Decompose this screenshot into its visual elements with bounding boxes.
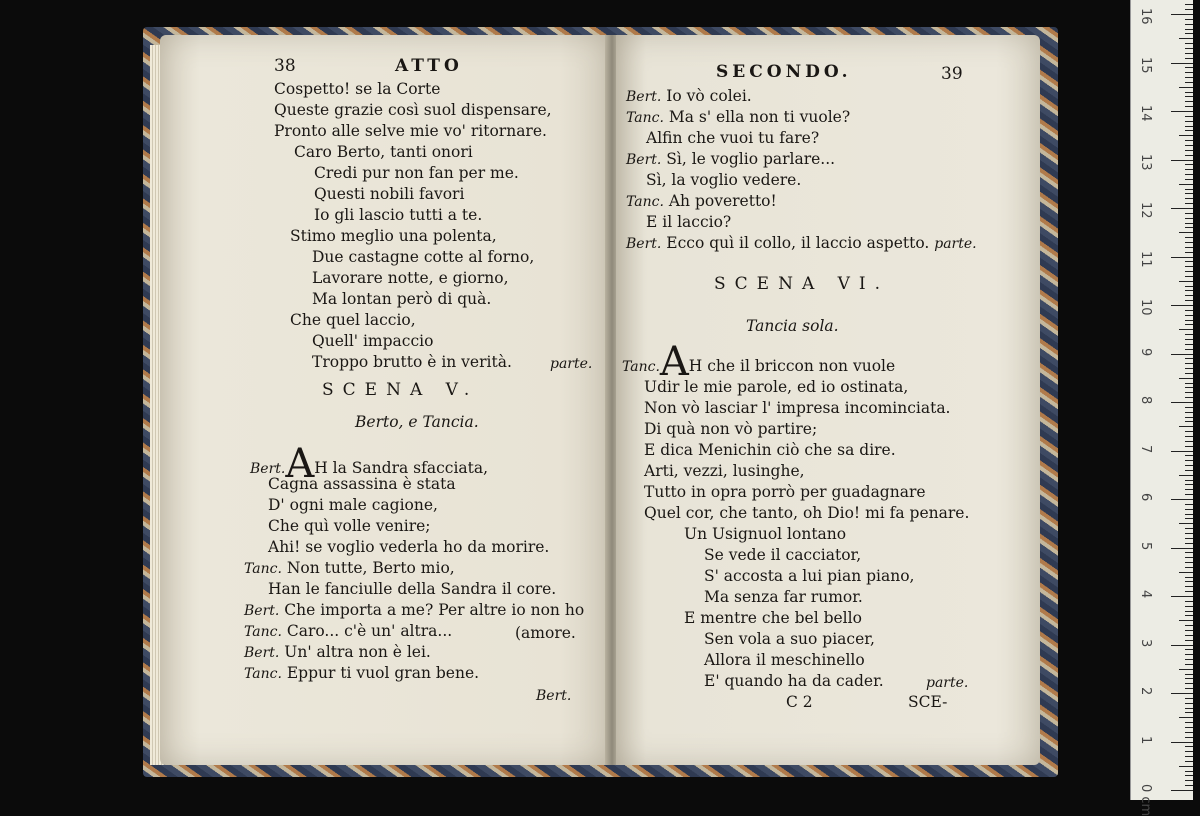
measuring-ruler	[1130, 0, 1193, 816]
ruler-label: 6	[1138, 493, 1153, 502]
ruler-tick	[1185, 349, 1193, 350]
ruler-tick	[1185, 412, 1193, 413]
ruler-tick	[1185, 509, 1193, 510]
ruler-tick	[1185, 252, 1193, 253]
line-text: Caro... c'è un' altra...	[286, 622, 453, 640]
verse-line: Questi nobili favori	[314, 185, 465, 203]
page-number-right: 39	[941, 64, 963, 84]
ruler-tick	[1179, 620, 1193, 621]
ruler-label: 16	[1138, 8, 1153, 25]
catchword: SCE-	[908, 693, 948, 711]
ruler-tick	[1185, 130, 1193, 131]
ruler-tick	[1185, 218, 1193, 219]
ruler-tick	[1185, 164, 1193, 165]
ruler-tick	[1185, 591, 1193, 592]
ruler-tick	[1185, 174, 1193, 175]
dialogue-line: Sì, la voglio vedere.	[646, 171, 802, 189]
ruler-tick	[1185, 397, 1193, 398]
ruler-tick	[1171, 693, 1193, 694]
dialogue-line: Ahi! se voglio vederla ho da morire.	[268, 538, 550, 556]
ruler-tick	[1185, 19, 1193, 20]
ruler-tick	[1185, 785, 1193, 786]
ruler-tick	[1185, 320, 1193, 321]
ruler-tick	[1179, 717, 1193, 718]
line-text: Sì, le voglio parlare...	[666, 150, 836, 168]
speaker-label: Bert.	[244, 645, 280, 661]
ruler-tick	[1185, 271, 1193, 272]
ruler-tick	[1185, 155, 1193, 156]
ruler-tick	[1179, 766, 1193, 767]
ruler-tick	[1185, 276, 1193, 277]
stage-direction: parte.	[926, 675, 969, 691]
verse-line: Queste grazie così suol dispensare,	[274, 101, 552, 119]
ruler-tick	[1171, 111, 1193, 112]
ruler-tick	[1185, 737, 1193, 738]
scene-persons: Tancia sola.	[746, 317, 839, 335]
ruler-label: 10	[1138, 299, 1153, 316]
verse-line: Udir le mie parole, ed io ostinata,	[644, 378, 909, 396]
ruler-tick	[1185, 295, 1193, 296]
ruler-tick	[1185, 683, 1193, 684]
ruler-tick	[1185, 771, 1193, 772]
scene-persons: Berto, e Tancia.	[355, 413, 479, 431]
ruler-tick	[1179, 87, 1193, 88]
ruler-label: 2	[1138, 687, 1153, 696]
ruler-tick	[1185, 150, 1193, 151]
ruler-tick	[1171, 208, 1193, 209]
line-text: Che importa a me? Per altre io non ho	[284, 601, 585, 619]
ruler-tick	[1185, 567, 1193, 568]
ruler-tick	[1185, 577, 1193, 578]
ruler-tick	[1185, 407, 1193, 408]
dialogue-line: E il laccio?	[646, 213, 732, 231]
ruler-tick	[1179, 523, 1193, 524]
dialogue-line: Che quì volle venire;	[268, 517, 431, 535]
line-text: H che il briccon non vuole	[688, 357, 896, 375]
ruler-tick	[1185, 581, 1193, 582]
ruler-tick	[1185, 24, 1193, 25]
ruler-tick	[1185, 387, 1193, 388]
ruler-tick	[1185, 421, 1193, 422]
verse-line: Tutto in opra porrò per guadagnare	[644, 483, 926, 501]
verse-line: Non vò lasciar l' impresa incominciata.	[644, 399, 951, 417]
ruler-tick	[1179, 38, 1193, 39]
ruler-tick	[1185, 756, 1193, 757]
ruler-tick	[1185, 460, 1193, 461]
ruler-tick	[1171, 160, 1193, 161]
line-text: Ah poveretto!	[668, 192, 777, 210]
ruler-label: 12	[1138, 202, 1153, 219]
ruler-label: 4	[1138, 590, 1153, 599]
ruler-tick	[1185, 601, 1193, 602]
ruler-tick	[1185, 746, 1193, 747]
ruler-tick	[1185, 324, 1193, 325]
verse-line: Se vede il cacciator,	[704, 546, 862, 564]
running-head-right: SECONDO.	[716, 62, 852, 82]
ruler-tick	[1185, 727, 1193, 728]
speaker-label: Bert.	[244, 603, 280, 619]
ruler-tick	[1171, 63, 1193, 64]
ruler-tick	[1179, 329, 1193, 330]
verse-line: E dica Menichin ciò che sa dire.	[644, 441, 896, 459]
ruler-tick	[1185, 334, 1193, 335]
ruler-tick	[1185, 470, 1193, 471]
ruler-tick	[1185, 649, 1193, 650]
ruler-tick	[1185, 383, 1193, 384]
ruler-tick	[1185, 223, 1193, 224]
ruler-tick	[1185, 82, 1193, 83]
ruler-tick	[1185, 494, 1193, 495]
dialogue-line: Han le fanciulle della Sandra il core.	[268, 580, 557, 598]
ruler-tick	[1185, 484, 1193, 485]
ruler-tick	[1185, 67, 1193, 68]
ruler-tick	[1185, 552, 1193, 553]
dialogue-line	[244, 622, 452, 641]
speaker-label: Tanc.	[244, 666, 282, 682]
ruler-tick	[1185, 33, 1193, 34]
ruler-tick	[1179, 184, 1193, 185]
running-head-left: ATTO	[395, 56, 463, 76]
ruler-tick	[1185, 92, 1193, 93]
verse-line: Di quà non vò partire;	[644, 420, 818, 438]
speaker-label: Bert.	[250, 461, 286, 477]
ruler-tick	[1185, 533, 1193, 534]
verse-line: S' accosta a lui pian piano,	[704, 567, 915, 585]
ruler-tick	[1185, 290, 1193, 291]
ruler-tick	[1185, 606, 1193, 607]
ruler-tick	[1185, 242, 1193, 243]
ruler-tick	[1185, 169, 1193, 170]
ruler-tick	[1185, 179, 1193, 180]
ruler-tick	[1185, 121, 1193, 122]
verse-line: Ma lontan però di quà.	[312, 290, 492, 308]
ruler-tick	[1185, 455, 1193, 456]
drop-cap: A	[285, 441, 315, 487]
ruler-tick	[1185, 392, 1193, 393]
ruler-tick	[1179, 426, 1193, 427]
ruler-tick	[1185, 659, 1193, 660]
speaker-label: Bert.	[626, 89, 662, 105]
verse-line: Quell' impaccio	[312, 332, 434, 350]
ruler-tick	[1185, 562, 1193, 563]
signature-mark: C 2	[786, 693, 813, 711]
ruler-tick	[1171, 499, 1193, 500]
ruler-tick	[1185, 58, 1193, 59]
ruler-tick	[1185, 339, 1193, 340]
ruler-tick	[1185, 489, 1193, 490]
ruler-tick	[1185, 654, 1193, 655]
ruler-tick	[1185, 514, 1193, 515]
ruler-tick	[1185, 266, 1193, 267]
ruler-tick	[1185, 126, 1193, 127]
ruler-tick	[1171, 354, 1193, 355]
ruler-tick	[1185, 664, 1193, 665]
dialogue-line	[626, 87, 752, 106]
speaker-label: Tanc.	[622, 359, 660, 375]
ruler-tick	[1185, 586, 1193, 587]
ruler-tick	[1185, 688, 1193, 689]
ruler-tick	[1171, 402, 1193, 403]
dialogue-line	[626, 150, 835, 169]
dialogue-line	[622, 339, 896, 385]
dialogue-line	[244, 664, 479, 683]
left-page	[160, 35, 612, 765]
dialogue-line	[244, 601, 584, 620]
ruler-tick	[1185, 441, 1193, 442]
ruler-tick	[1185, 261, 1193, 262]
verse-line: Credi pur non fan per me.	[314, 164, 519, 182]
verse-line: E mentre che bel bello	[684, 609, 862, 627]
dialogue-line	[244, 643, 431, 662]
verse-line: Arti, vezzi, lusinghe,	[644, 462, 805, 480]
ruler-tick	[1179, 378, 1193, 379]
ruler-tick	[1179, 232, 1193, 233]
ruler-tick	[1185, 708, 1193, 709]
speaker-label: Tanc.	[244, 624, 282, 640]
line-text: H la Sandra sfacciata,	[314, 459, 489, 477]
drop-cap: A	[659, 339, 689, 385]
ruler-tick	[1171, 596, 1193, 597]
ruler-tick	[1185, 446, 1193, 447]
ruler-label: 11	[1138, 250, 1153, 268]
ruler-tick	[1185, 247, 1193, 248]
ruler-tick	[1185, 417, 1193, 418]
verse-line: Che quel laccio,	[290, 311, 416, 329]
dialogue-line	[626, 234, 977, 253]
ruler-tick	[1185, 780, 1193, 781]
ruler-tick	[1185, 518, 1193, 519]
ruler-tick	[1171, 257, 1193, 258]
ruler-tick	[1185, 557, 1193, 558]
ruler-tick	[1185, 698, 1193, 699]
verse-line: Allora il meschinello	[704, 651, 865, 669]
ruler-tick	[1185, 678, 1193, 679]
ruler-tick	[1185, 703, 1193, 704]
ruler-tick	[1185, 543, 1193, 544]
ruler-tick	[1185, 630, 1193, 631]
ruler-tick	[1185, 751, 1193, 752]
verse-line: Pronto alle selve mie vo' ritornare.	[274, 122, 547, 140]
speaker-label: Bert.	[626, 236, 662, 252]
dialogue-line: D' ogni male cagione,	[268, 496, 438, 514]
ruler-tick	[1185, 4, 1193, 5]
verse-line: Un Usignuol lontano	[684, 525, 847, 543]
ruler-tick	[1185, 106, 1193, 107]
line-text: Non tutte, Berto mio,	[286, 559, 455, 577]
ruler-tick	[1185, 431, 1193, 432]
ruler-tick	[1171, 645, 1193, 646]
ruler-tick	[1185, 625, 1193, 626]
page-number-left: 38	[274, 56, 296, 76]
ruler-tick	[1185, 72, 1193, 73]
ruler-tick	[1185, 101, 1193, 102]
scene-title: SCENA VI.	[714, 274, 890, 294]
ruler-tick	[1185, 203, 1193, 204]
ruler-tick	[1185, 315, 1193, 316]
line-text: Un' altra non è lei.	[284, 643, 431, 661]
ruler-tick	[1171, 548, 1193, 549]
ruler-tick	[1185, 53, 1193, 54]
ruler-tick	[1185, 761, 1193, 762]
speaker-label: Tanc.	[626, 194, 664, 210]
verse-line: Io gli lascio tutti a te.	[314, 206, 483, 224]
ruler-tick	[1185, 732, 1193, 733]
ruler-label: 0 cm	[1138, 784, 1153, 816]
ruler-tick	[1185, 344, 1193, 345]
catchword: Bert.	[536, 688, 572, 704]
line-text: Ecco quì il collo, il laccio aspetto.	[666, 234, 930, 252]
ruler-tick	[1185, 712, 1193, 713]
verse-line: Troppo brutto è in verità.	[312, 353, 512, 371]
ruler-tick	[1185, 189, 1193, 190]
ruler-label: 13	[1138, 153, 1153, 171]
verse-line: Cospetto! se la Corte	[274, 80, 441, 98]
ruler-label: 1	[1138, 735, 1153, 744]
verse-line: Quel cor, che tanto, oh Dio! mi fa penare.	[644, 504, 970, 522]
ruler-tick	[1179, 669, 1193, 670]
ruler-tick	[1185, 213, 1193, 214]
line-text: Eppur ti vuol gran bene.	[286, 664, 480, 682]
speaker-label: Tanc.	[244, 561, 282, 577]
ruler-tick	[1185, 480, 1193, 481]
ruler-tick	[1185, 775, 1193, 776]
speaker-label: Bert.	[626, 152, 662, 168]
ruler-tick	[1185, 310, 1193, 311]
ruler-tick	[1185, 237, 1193, 238]
verse-line: E' quando ha da cader.	[704, 672, 884, 690]
ruler-tick	[1185, 465, 1193, 466]
verse-line: Due castagne cotte al forno,	[312, 248, 535, 266]
ruler-tick	[1185, 43, 1193, 44]
ruler-tick	[1185, 227, 1193, 228]
speaker-label: Tanc.	[626, 110, 664, 126]
ruler-tick	[1179, 135, 1193, 136]
ruler-tick	[1171, 742, 1193, 743]
stage-direction: parte.	[550, 356, 593, 372]
ruler-tick	[1179, 475, 1193, 476]
scene-title: SCENA V.	[322, 380, 479, 400]
ruler-tick	[1185, 48, 1193, 49]
ruler-tick	[1171, 14, 1193, 15]
verse-line: Caro Berto, tanti onori	[294, 143, 473, 161]
ruler-tick	[1185, 193, 1193, 194]
ruler-tick	[1185, 140, 1193, 141]
ruler-tick	[1185, 722, 1193, 723]
verse-line: Lavorare notte, e giorno,	[312, 269, 509, 287]
verse-line: Stimo meglio una polenta,	[290, 227, 497, 245]
ruler-tick	[1185, 615, 1193, 616]
ruler-tick	[1179, 281, 1193, 282]
ruler-label: 3	[1138, 638, 1153, 647]
verse-line: Sen vola a suo piacer,	[704, 630, 875, 648]
ruler-tick	[1171, 305, 1193, 306]
ruler-tick	[1185, 358, 1193, 359]
ruler-tick	[1171, 790, 1193, 791]
ruler-tick	[1185, 198, 1193, 199]
right-page	[616, 35, 1040, 765]
ruler-tick	[1185, 300, 1193, 301]
line-text: Io vò colei.	[666, 87, 752, 105]
dialogue-line	[626, 108, 850, 127]
ruler-tick	[1185, 363, 1193, 364]
ruler-tick	[1185, 436, 1193, 437]
ruler-tick	[1185, 674, 1193, 675]
dialogue-line	[244, 559, 455, 578]
ruler-tick	[1185, 9, 1193, 10]
dialogue-line	[626, 192, 777, 211]
dialogue-line: Cagna assassina è stata	[268, 475, 456, 493]
ruler-tick	[1185, 611, 1193, 612]
ruler-tick	[1185, 528, 1193, 529]
ruler-tick	[1185, 77, 1193, 78]
ruler-label: 9	[1138, 347, 1153, 356]
verse-line: Ma senza far rumor.	[704, 588, 863, 606]
ruler-label: 5	[1138, 541, 1153, 550]
stage-direction: parte.	[934, 236, 977, 252]
ruler-tick	[1185, 286, 1193, 287]
ruler-tick	[1185, 635, 1193, 636]
ruler-tick	[1185, 29, 1193, 30]
ruler-tick	[1185, 538, 1193, 539]
ruler-tick	[1185, 96, 1193, 97]
ruler-tick	[1185, 640, 1193, 641]
line-text: Ma s' ella non ti vuole?	[668, 108, 851, 126]
turnover-word: (amore.	[515, 624, 576, 642]
ruler-tick	[1185, 373, 1193, 374]
ruler-tick	[1179, 572, 1193, 573]
ruler-tick	[1185, 368, 1193, 369]
ruler-label: 8	[1138, 396, 1153, 405]
ruler-tick	[1185, 145, 1193, 146]
ruler-label: 14	[1138, 105, 1153, 122]
ruler-tick	[1171, 451, 1193, 452]
ruler-label: 7	[1138, 444, 1153, 453]
ruler-label: 15	[1138, 56, 1153, 74]
ruler-tick	[1185, 504, 1193, 505]
dialogue-line: Alfin che vuoi tu fare?	[646, 129, 820, 147]
ruler-tick	[1185, 116, 1193, 117]
